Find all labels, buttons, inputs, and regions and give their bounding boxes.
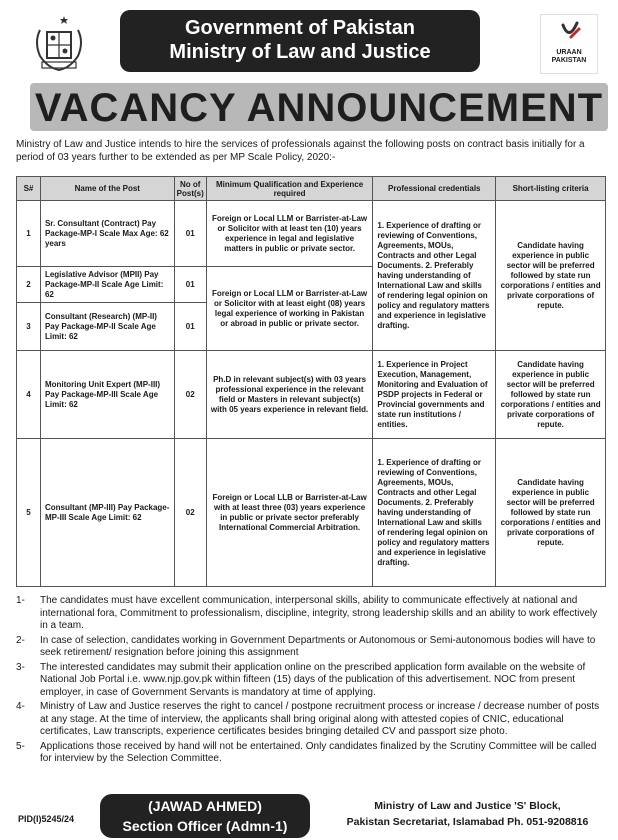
table-header-row	[17, 177, 606, 201]
header-shortlisting: Short-listing criteria	[496, 177, 606, 201]
row-shortlisting: Candidate having experience in public sector will be preferred followed by state run corporations / entities and private corporations of repute.	[496, 351, 606, 439]
row-qualification: Foreign or Local LLB or Barrister-at-Law with at least three (03) years experience in public or private sector preferably International Commercial Arbitration.	[206, 439, 373, 587]
header-credentials: Professional credentials	[373, 177, 496, 201]
row-sn: 5	[17, 439, 41, 587]
pid-number: PID(I)5245/24	[18, 814, 75, 824]
office-address	[330, 798, 605, 830]
header-qualification: Minimum Qualification and Experience required	[206, 177, 373, 201]
pakistan-state-emblem-icon	[30, 12, 88, 74]
row-qualification: Foreign or Local LLM or Barrister-at-Law or Solicitor with at least ten (10) years experience in legal and legislative matters in public or private sector.	[206, 201, 373, 267]
list-item	[16, 635, 606, 660]
list-item	[16, 595, 606, 633]
row-num-posts: 02	[174, 351, 206, 439]
table-row	[17, 351, 606, 439]
row-qualification: Foreign or Local LLM or Barrister-at-Law or Solicitor with at least eight (08) years legal experience of working in Pakistan or abroad in public or private sector.	[206, 267, 373, 351]
header-post: Name of the Post	[40, 177, 174, 201]
row-num-posts: 02	[174, 439, 206, 587]
vacancy-table	[16, 176, 606, 587]
note-text: The candidates must have excellent communication, interpersonal skills, ability to communicate effectively at national and international fora, Commitment to professionalism, discipline, integrity, strong leadership skills and an ability to work effectively in a team.	[40, 595, 598, 631]
footer	[0, 790, 618, 840]
row-num-posts: 01	[174, 201, 206, 267]
note-number: 2-	[16, 634, 25, 646]
row-post: Consultant (Research) (MP-II) Pay Package-MP-II Scale Age Limit: 62	[40, 303, 174, 351]
row-credentials-legal: 1. Experience of drafting or reviewing of Conventions, Agreements, MOUs, Contracts and other Legal Documents. 2. Preferably having understanding of International Law and skills of rendering legal opinion on policy and regulatory matters and experience in legislative drafting.	[373, 201, 496, 351]
table-row	[17, 201, 606, 267]
note-number: 1-	[16, 595, 25, 606]
row-sn: 3	[17, 303, 41, 351]
note-text: Applications those received by hand will not be entertained. Only candidates finalized by the Scrutiny Committee will be called for interview by the Selection Committee.	[40, 740, 597, 764]
vacancy-banner: VACANCY ANNOUNCEMENT	[30, 83, 608, 131]
header	[0, 0, 618, 80]
note-text: The interested candidates may submit their application online on the prescribed application form available on the website of National Job Portal i.e. www.njp.gov.pk within fifteen (15) days of the publication of this advertisement. NOC from present employer, in case of Government Servants is mandatory at time of applying.	[40, 661, 586, 698]
row-qualification: Ph.D in relevant subject(s) with 03 years professional experience in the relevant field or Masters in relevant subject(s) with 05 years experience in relevant field.	[206, 351, 373, 439]
row-num-posts: 01	[174, 267, 206, 303]
row-sn: 2	[17, 267, 41, 303]
list-item	[16, 662, 606, 700]
government-title-box	[120, 10, 480, 72]
note-text: Ministry of Law and Justice reserves the right to cancel / postpone recruitment process or increase / decrease number of posts at any stage. At the time of interview, the applicants shall bring original along with attested copies of CNIC, educational certificates, Law transcripts, experience certificates besides bringing detailed CV and passport size photo.	[40, 701, 600, 737]
header-sn: S#	[17, 177, 41, 201]
row-post: Consultant (MP-III) Pay Package-MP-III Scale Age Limit: 62	[40, 439, 174, 587]
signatory-box	[100, 794, 310, 838]
government-title: Government of Pakistan	[184, 17, 416, 39]
note-text: In case of selection, candidates working in Government Departments or Autonomous or Semi-autonomous bodies will have to seek retirement/ resignation before joining this assignment	[40, 634, 596, 658]
row-sn: 1	[17, 201, 41, 267]
intro-paragraph: Ministry of Law and Justice intends to hire the services of professionals against the following posts on contract basis initially for a period of 03 years further to be extended as per MP Scale Policy, 2020:-	[16, 139, 585, 163]
row-post: Legislative Advisor (MPII) Pay Package-MP-II Scale Age Limit: 62	[40, 267, 174, 303]
row-post: Monitoring Unit Expert (MP-III) Pay Package-MP-III Scale Age Limit: 62	[40, 351, 174, 439]
table-row	[17, 439, 606, 587]
row-credentials: 1. Experience in Project Execution, Management, Monitoring and Evaluation of PSDP projects in Federal or Provincial governments and state run institutions / entities.	[373, 351, 496, 439]
list-item	[16, 741, 606, 766]
row-post: Sr. Consultant (Contract) Pay Package-MP-I Scale Max Age: 62 years	[40, 201, 174, 267]
notes-list	[16, 595, 606, 768]
row-sn: 4	[17, 351, 41, 439]
uraan-pakistan-logo	[540, 14, 598, 74]
row-shortlisting: Candidate having experience in public sector will be preferred followed by state run corporations / entities and private corporations of repute.	[496, 439, 606, 587]
header-num-posts: No of Post(s)	[174, 177, 206, 201]
address-line2: Pakistan Secretariat, Islamabad Ph. 051-9208816	[346, 816, 589, 828]
row-num-posts: 01	[174, 303, 206, 351]
ministry-title: Ministry of Law and Justice	[169, 41, 431, 63]
row-shortlisting-1-3: Candidate having experience in public sector will be preferred followed by state run corporations / entities and private corporations of repute.	[496, 201, 606, 351]
address-line1: Ministry of Law and Justice 'S' Block,	[374, 800, 561, 812]
note-number: 4-	[16, 701, 25, 712]
row-credentials-legal: 1. Experience of drafting or reviewing of Conventions, Agreements, MOUs, Contracts and other Legal Documents. 2. Preferably having understanding of International Law and skills of rendering legal opinion on policy and regulatory matters and experience in legislative drafting.	[373, 439, 496, 587]
uraan-logo-line2: PAKISTAN	[551, 57, 587, 64]
list-item	[16, 701, 606, 739]
signatory-name: (JAWAD AHMED)	[148, 798, 262, 814]
note-number: 3-	[16, 661, 25, 673]
note-number: 5-	[16, 740, 25, 752]
uraan-logo-line1: URAAN	[556, 49, 582, 56]
signatory-designation: Section Officer (Admn-1)	[122, 818, 288, 834]
